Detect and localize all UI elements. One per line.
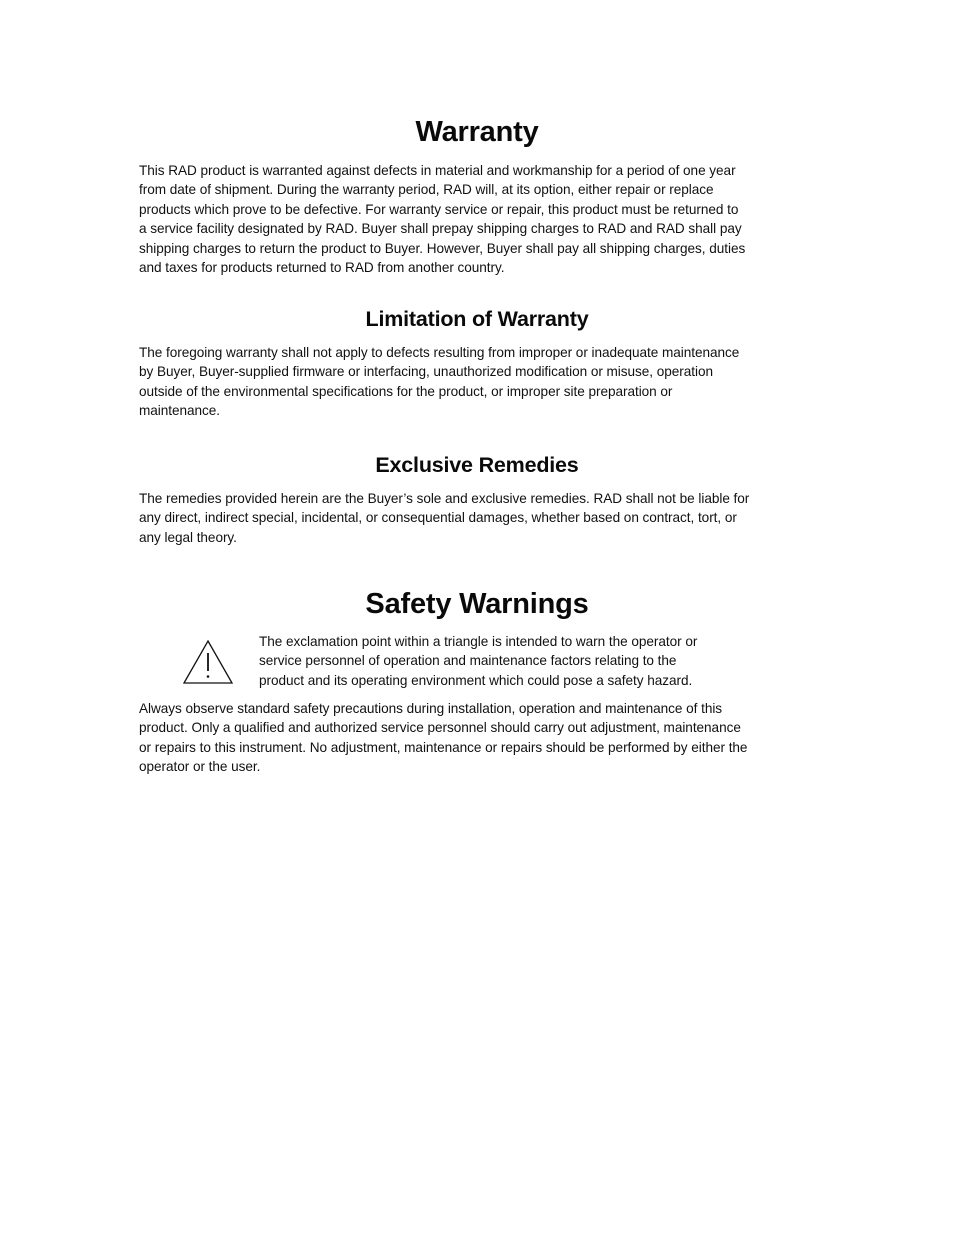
text-line: and taxes for products returned to RAD from another country. [139, 260, 505, 276]
warranty-paragraph [139, 161, 815, 277]
text-line: by Buyer, Buyer-supplied firmware or interfacing, unauthorized modification or misuse, operation [139, 364, 713, 380]
text-line: Always observe standard safety precautions during installation, operation and maintenance of this [139, 701, 723, 716]
limitation-paragraph [139, 343, 815, 421]
text-line: outside of the environmental specifications for the product, or improper site preparation or [139, 383, 673, 399]
warning-triangle-icon [182, 639, 234, 685]
text-line: product. Only a qualified and authorized service personnel should carry out adjustment, maintenance [139, 720, 741, 736]
text-line: a service facility designated by RAD. Buyer shall prepay shipping charges to RAD and RAD shall pay [139, 221, 742, 237]
exclusive-remedies-title: Exclusive Remedies [375, 453, 579, 477]
safety-warnings-title: Safety Warnings [365, 588, 589, 620]
text-line: from date of shipment. During the warranty period, RAD will, at its option, either repair or replace [139, 182, 714, 198]
exclusive-remedies-paragraph [139, 489, 815, 547]
text-line: product and its operating environment which could pose a safety hazard. [259, 672, 693, 688]
safety-paragraph [139, 699, 819, 777]
text-line: service personnel of operation and maintenance factors relating to the [259, 653, 677, 669]
warranty-title: Warranty [415, 116, 539, 148]
text-line: or repairs to this instrument. No adjustment, maintenance or repairs should be performed by either the [139, 739, 748, 755]
text-line: This RAD product is warranted against defects in material and workmanship for a period of one year [139, 163, 736, 178]
text-line: The exclamation point within a triangle is intended to warn the operator or [259, 634, 698, 649]
text-line: The remedies provided herein are the Buyer’s sole and exclusive remedies. RAD shall not be liable for [139, 491, 750, 506]
text-line: any direct, indirect special, incidental, or consequential damages, whether based on contract, tort, or [139, 510, 737, 526]
text-line: operator or the user. [139, 759, 261, 775]
text-line: The foregoing warranty shall not apply to defects resulting from improper or inadequate maintenance [139, 345, 740, 360]
limitation-title: Limitation of Warranty [365, 307, 589, 331]
text-line: shipping charges to return the product to Buyer. However, Buyer shall pay all shipping charges, duties [139, 240, 746, 256]
safety-warning-note [259, 632, 769, 690]
text-line: any legal theory. [139, 529, 237, 545]
text-line: maintenance. [139, 403, 221, 419]
text-line: products which prove to be defective. For warranty service or repair, this product must be returned to [139, 201, 739, 217]
